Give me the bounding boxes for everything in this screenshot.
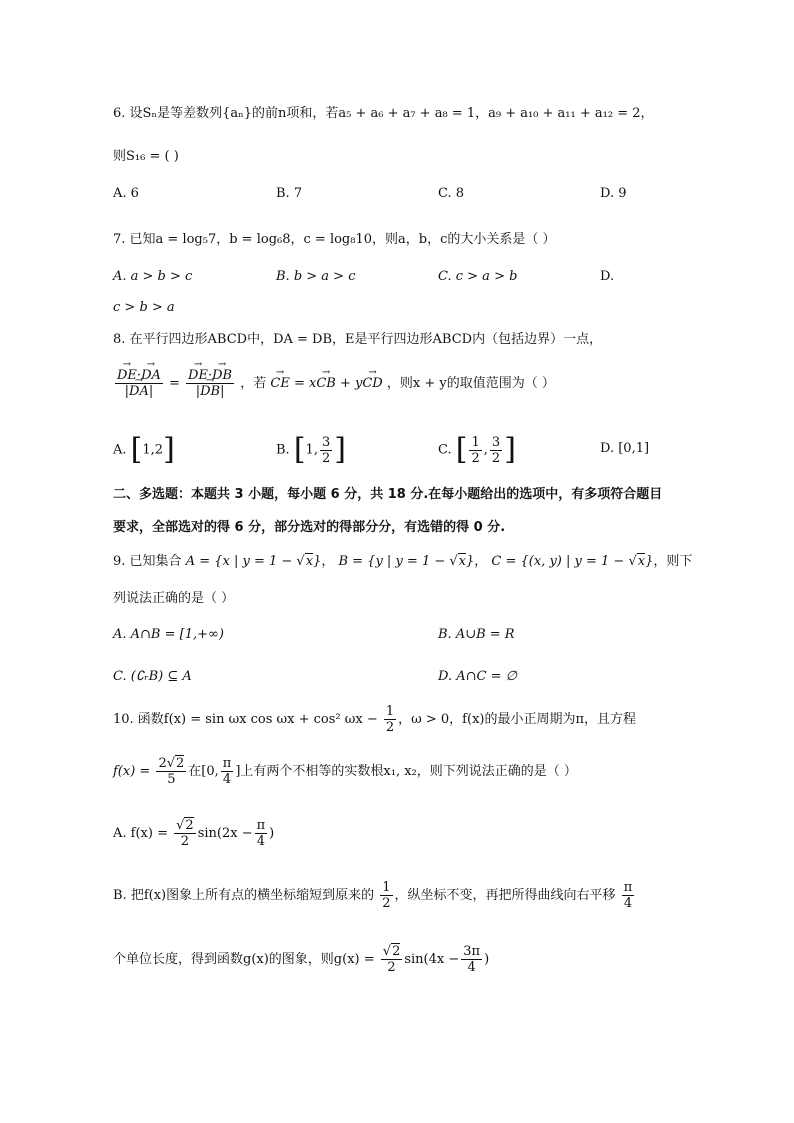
q8-condition-tail: ，则x + y的取值范围为（ ） [386,376,555,391]
q6-stem-line2: 则S₁₆ = ( ) [113,149,179,164]
q8-fraction-left: → $\frac{DE\cdot\to DA}{|\to DA|}$ [115,368,163,399]
section2-instructions-line1: 二、多选题：本题共 3 小题，每小题 6 分，共 18 分.在每小题给出的选项中，有多项符合题目 [113,487,663,502]
q8-option-d: D. [0,1] [600,441,650,456]
q7-option-b: B. b > a > c [276,269,356,284]
q8-fraction-right: → $\frac{DE\cdot\to DB}{|\to DB|}$ [186,368,234,399]
q6-option-c: C. 8 [438,186,465,201]
q8-condition-text: ，若 [240,376,267,391]
q7-option-c: C. c > a > b [438,269,518,284]
q7-option-a: A. a > b > c [113,269,193,284]
q9-stem-line2: 列说法正确的是（ ） [113,591,235,606]
q6-option-d: D. 9 [600,186,627,201]
q9-option-b: B. A∪B = R [438,627,515,642]
q6-stem: 6. 设Sₙ是等差数列{aₙ}的前n项和，若a₅ + a₆ + a₇ + a₈ = 1，a₉ + a₁₀ + a₁₁ + a₁₂ = 2， [113,106,654,121]
q10-option-b-line2: 个单位长度，得到函数g(x)的图象，则g(x) = $\frac{√2}{2}$ sin(4x − $\frac{3\pi}{4}$ ) [113,944,490,975]
q10-option-a: A. f(x) = $\frac{√2}{2}$ sin(2x − $\frac{\pi}{4}$ ) [113,818,275,849]
q9-option-a: A. A∩B = [1,+∞) [113,627,224,642]
q10-option-b: B. 把f(x)图象上所有点的横坐标缩短到原来的 $\frac{1}{2}$ ，纵坐标不变，再把所得曲线向右平移 $\frac{\pi}{4}$ [113,880,633,911]
q9-stem: 9. 已知集合 A = {x | y = 1 − √x}， B = {y | y = 1 − √x}， C = {(x, y) | y = 1 − √x}，则下 [113,554,693,569]
q8-condition: → $\frac{DE\cdot\to DA}{|\to DA|}$ = → $\frac{DE\cdot\to DB}{|\to DB|}$ ，若 → CE = x→ CB + y→ CD ，则x + y的取值范围为（ ） [113,356,555,412]
q9-set-a: A = {x | y = 1 − √x} [185,554,322,569]
q7-option-d: D. [600,269,615,284]
q8-option-a: A. [1,2] [113,432,175,467]
q9-option-d: D. A∩C = ∅ [438,669,517,684]
q6-option-a: A. 6 [113,186,139,201]
q7-stem: 7. 已知a = log₅7，b = log₆8，c = log₈10，则a，b，c的大小关系是（ ） [113,232,556,247]
q8-vector-equation: → CE = x→ CB + y→ CD [270,376,382,391]
q9-option-c: C. (∁ᵣB) ⊆ A [113,669,192,684]
q10-stem: 10. 函数f(x) = sin ωx cos ωx + cos² ωx − $\frac{1}{2}$ ，ω > 0，f(x)的最小正周期为π，且方程 [113,704,637,735]
q7-option-d-content: c > b > a [113,300,175,315]
q8-option-c: C. [ $\frac{1}{2}$ , $\frac{3}{2}$ ] [438,432,516,467]
q9-set-c: C = {(x, y) | y = 1 − √x} [491,554,654,569]
q9-set-b: B = {y | y = 1 − √x} [338,554,475,569]
q8-stem: 8. 在平行四边形ABCD中，DA = DB，E是平行四边形ABCD内（包括边界）一点， [113,332,603,347]
q8-option-b: B. [1, $\frac{3}{2}$ ] [276,432,346,467]
section2-instructions-line2: 要求，全部选对的得 6 分，部分选对的得部分分，有选错的得 0 分. [113,520,506,535]
q6-option-b: B. 7 [276,186,303,201]
q10-equation-line: f(x) = $\frac{2√2}{5}$ 在[0, $\frac{\pi}{4}$ ]上有两个不相等的实数根x₁, x₂，则下列说法正确的是（ ） [113,756,577,787]
